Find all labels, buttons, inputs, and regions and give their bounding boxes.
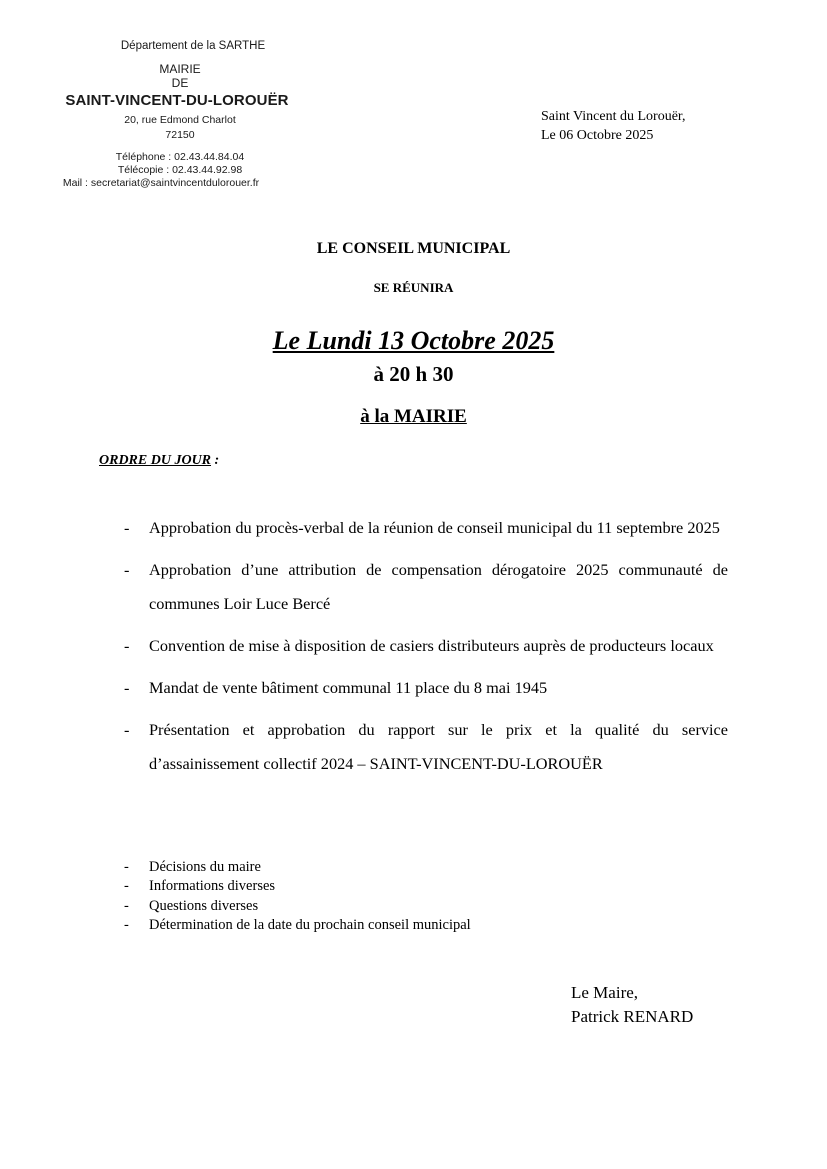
de-word: DE [171,76,189,90]
place-date [541,107,686,145]
agenda-heading [99,453,219,469]
agenda-label: ORDRE DU JOUR [99,453,212,468]
telephone: Téléphone : 02.43.44.84.04 [115,151,245,163]
signature-name: Patrick RENARD [571,1007,694,1026]
agenda-minor-list [118,858,728,935]
address-block [50,113,310,143]
meeting-time: à 20 h 30 [373,362,454,386]
document-subtitle: SE RÉUNIRA [373,280,454,295]
agenda-item: - Approbation d’une attribution de compensation dérogatoire 2025 communauté de communes Loir Luce Bercé [118,553,728,621]
agenda-minor-item: - Décisions du maire [118,858,728,877]
meeting-place: à la MAIRIE [360,406,467,427]
agenda-item: - Approbation du procès-verbal de la réunion de conseil municipal du 11 septembre 2025 [118,511,728,545]
street-address: 20, rue Edmond Charlot [124,114,236,126]
department: Département de la SARTHE [120,40,266,52]
letterhead [50,40,326,190]
place: Saint Vincent du Lorouër, [541,109,686,124]
signature-block [571,981,693,1029]
letter-date: Le 06 Octobre 2025 [541,128,654,143]
agenda-item: - Convention de mise à disposition de casiers distributeurs auprès de producteurs locaux [118,629,728,663]
agenda-item: - Présentation et approbation du rapport sur le prix et la qualité du service d’assainissement collectif 2024 – SAINT-VINCENT-DU-LOROUËR [118,713,728,781]
postcode: 72150 [165,129,195,141]
document-title: LE CONSEIL MUNICIPAL [316,240,511,257]
agenda-minor-item: - Questions diverses [118,897,728,916]
meeting-date: Le Lundi 13 Octobre 2025 [272,326,555,355]
agenda-colon: : [211,453,220,468]
signature-role: Le Maire, [571,983,639,1002]
email: Mail : secretariat@saintvincentdulorouer.fr [62,177,260,189]
mairie-word: MAIRIE [159,62,201,76]
commune-name: SAINT-VINCENT-DU-LOROUËR [65,92,289,109]
contact-block [50,151,310,177]
telecopie: Télécopie : 02.43.44.92.98 [117,164,243,176]
agenda-minor-item: - Informations diverses [118,877,728,896]
agenda-item: - Mandat de vente bâtiment communal 11 place du 8 mai 1945 [118,671,728,705]
agenda-list [118,511,728,789]
mairie-label [50,62,310,90]
agenda-minor-item: - Détermination de la date du prochain conseil municipal [118,916,728,935]
